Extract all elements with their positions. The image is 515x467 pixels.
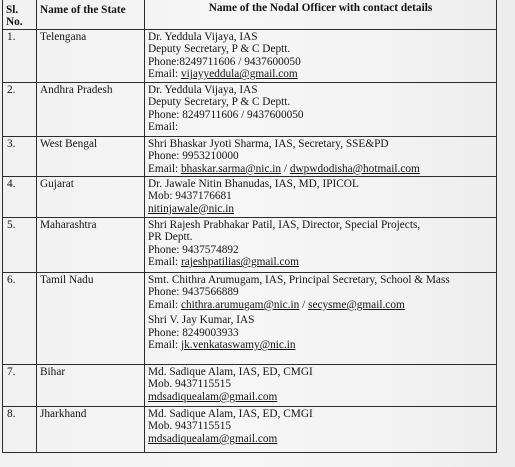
officer-email-line [148,121,493,133]
officer-designation: Deputy Secretary, P & C Deptt. [148,43,291,56]
email-link[interactable]: mdsadiquealam@gmail.com [148,390,278,403]
officer-name: Dr. Yeddula Vijaya, IAS [148,31,258,43]
email-label: Email: [148,121,179,134]
row-sl: 5. [3,218,37,273]
table-row [3,365,497,407]
row-sl: 4. [3,177,37,218]
second-officer-phone: Phone: 8249003933 [148,326,239,339]
row-state: Bihar [37,365,145,407]
officer-email-line [148,256,493,268]
table-row [3,407,497,453]
row-sl: 7. [3,365,37,407]
row-state: Tamil Nadu [37,273,145,365]
header-sl-no [3,0,37,30]
row-officer-details [145,365,497,407]
email-link[interactable]: chithra.arumugam@nic.in [180,298,300,311]
email-label: Email: [148,298,181,311]
header-sl-line-2: No. [6,16,23,29]
officer-name: Md. Sadique Alam, IAS, ED, CMGI [148,408,313,420]
officer-phone: Phone: 9437574892 [148,243,239,256]
row-officer-details [145,218,497,273]
officer-name: Dr. Yeddula Vijaya, IAS [148,84,258,96]
email-separator: / [281,162,290,175]
email-label: Email: [148,162,181,175]
email-link[interactable]: jk.venkataswamy@nic.in [180,338,296,351]
officer-designation: Deputy Secretary, P & C Deptt. [148,96,291,109]
officer-name: Smt. Chithra Arumugam, IAS, Principal Secretary, School & Mass [148,274,450,286]
header-sl-line-1: Sl. [6,4,19,16]
header-officer [145,0,497,30]
table-header-row [3,0,497,30]
row-officer-details [145,30,497,83]
email-separator: / [299,298,309,311]
table-row [3,30,497,83]
officer-name: Dr. Jawale Nitin Bhanudas, IAS, MD, IPICOL [148,178,359,190]
table-row [3,273,497,365]
row-officer-details [145,407,497,453]
row-state: Jharkhand [37,407,145,453]
row-sl: 1. [3,30,37,83]
row-sl: 2. [3,83,37,137]
email-link-secondary[interactable]: secysme@gmail.com [308,298,405,311]
row-state: Gujarat [37,177,145,218]
officer-department: PR Deptt. [148,231,193,244]
officer-phone: Phone: 9437566889 [148,286,239,299]
row-officer-details [145,177,497,218]
email-link[interactable]: vijayyeddula@gmail.com [180,68,298,81]
officer-email-line [148,68,493,80]
table-row [3,137,497,177]
email-link[interactable]: nitinjawale@nic.in [148,202,235,215]
officer-name: Shri Bhaskar Jyoti Sharma, IAS, Secretary, SSE&PD [148,138,389,150]
second-officer-email-line [148,339,493,351]
email-label: Email: [148,68,181,81]
officer-name: Shri Rajesh Prabhakar Patil, IAS, Director, Special Projects, [148,219,421,231]
officer-phone: Phone: 9953210000 [148,150,239,163]
email-link-secondary[interactable]: dwpwdodisha@hotmail.com [289,162,420,175]
row-officer-details [145,137,497,177]
email-label: Email: [148,256,181,269]
officer-name: Md. Sadique Alam, IAS, ED, CMGI [148,366,313,378]
officer-email-line [148,299,493,311]
header-officer-label: Name of the Nodal Officer with contact details [208,2,433,14]
header-state-label: Name of the State [40,4,126,16]
row-sl: 3. [3,137,37,177]
table-row [3,83,497,137]
row-sl: 8. [3,407,37,453]
officer-mobile: Mob. 9437115515 [148,420,232,433]
email-label: Email: [148,338,181,351]
officer-phone: Phone: 8249711606 / 9437600050 [148,108,304,121]
table-row [3,218,497,273]
officer-mobile: Mob: 9437176681 [148,190,232,203]
second-officer-name: Shri V. Jay Kumar, IAS [148,314,255,327]
nodal-officers-table [2,0,497,453]
row-officer-details [145,83,497,137]
header-state [37,0,145,30]
row-officer-details [145,273,497,365]
row-sl: 6. [3,273,37,365]
table-row [3,177,497,218]
officer-mobile: Mob. 9437115515 [148,378,232,391]
officer-email-line [148,391,493,403]
officer-email-line [148,203,493,215]
row-state: Maharashtra [37,218,145,273]
officer-phone: Phone:8249711606 / 9437600050 [148,55,301,68]
officer-email-line [148,163,493,175]
officer-email-line [148,433,493,445]
email-link[interactable]: rajeshpatilias@gmail.com [180,256,299,269]
email-link[interactable]: mdsadiquealam@gmail.com [148,432,278,445]
row-state: Andhra Pradesh [37,83,145,137]
row-state: West Bengal [37,137,145,177]
email-link[interactable]: bhaskar.sarma@nic.in [180,162,282,175]
row-state: Telengana [37,30,145,83]
